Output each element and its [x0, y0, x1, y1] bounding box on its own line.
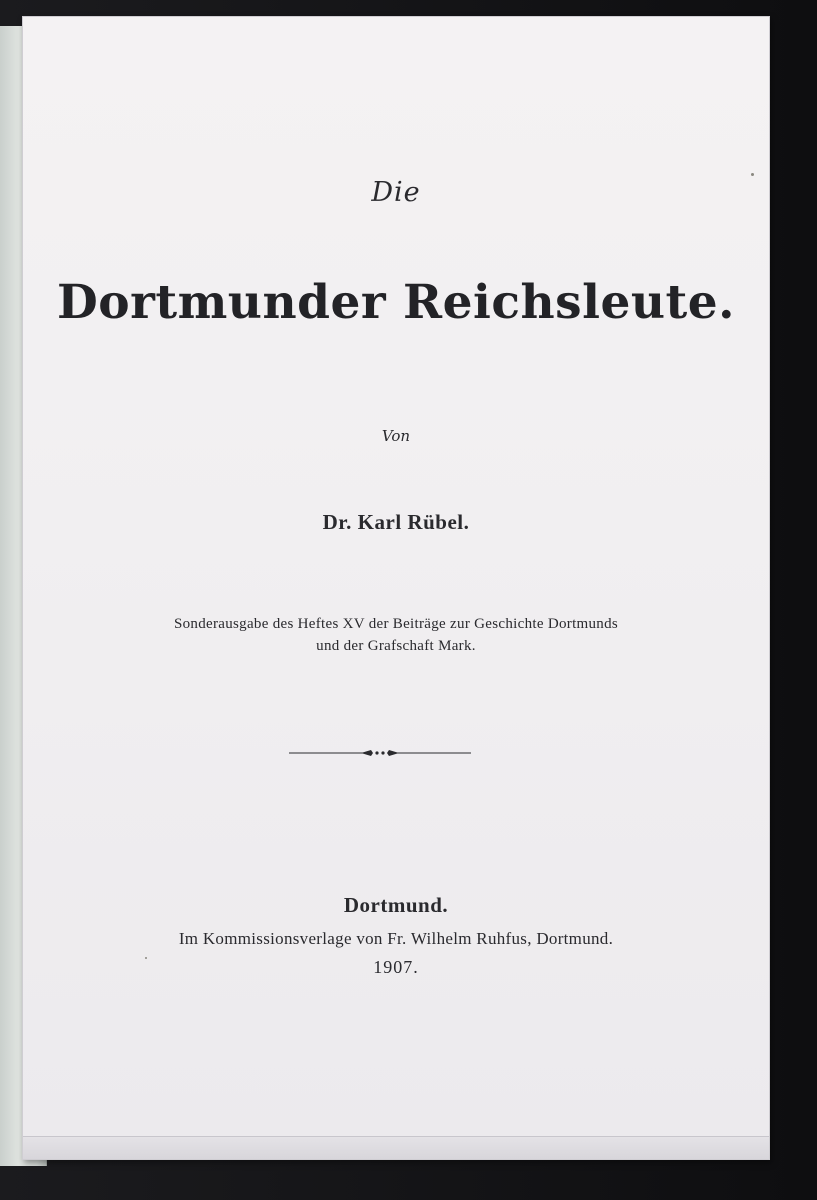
author-name: Dr. Karl Rübel.: [322, 510, 470, 534]
by-line: Von: [381, 427, 411, 445]
ornament-divider: [289, 745, 471, 761]
paper-speck: [751, 173, 754, 176]
publication-year: 1907.: [373, 957, 419, 977]
paper-speck: [145, 957, 147, 959]
edition-note-line-1: Sonderausgabe des Heftes XV der Beiträge zur Geschichte Dortmunds: [173, 616, 619, 632]
publisher-line: Im Kommissionsverlage von Fr. Wilhelm Ruhfus, Dortmund.: [178, 929, 614, 948]
book-title: Dortmunder Reichsleute.: [56, 275, 735, 330]
edition-note-line-2: und der Grafschaft Mark.: [316, 638, 476, 654]
publication-place: Dortmund.: [343, 893, 449, 917]
title-page: [22, 16, 770, 1160]
title-article: Die: [371, 177, 421, 208]
